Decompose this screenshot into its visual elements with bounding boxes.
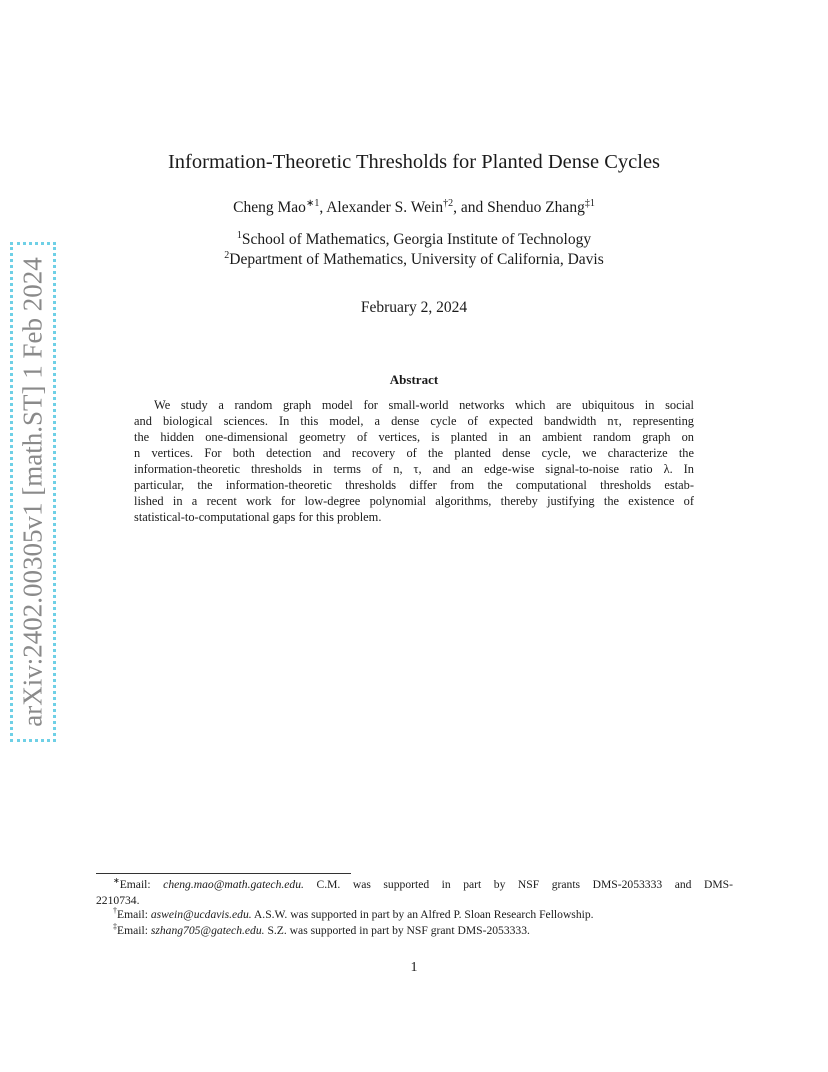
footnote-mark: † [113, 906, 117, 915]
abstract-line: n vertices. For both detection and recovery of the planted dense cycle, we characterize the [134, 446, 694, 460]
author-marks: ‡1 [584, 198, 595, 209]
arxiv-identifier[interactable]: arXiv:2402.00305v1 [math.ST] 1 Feb 2024 [17, 257, 48, 727]
footnote-email-link[interactable]: aswein@ucdavis.edu. [150, 908, 252, 921]
abstract-line: particular, the information-theoretic thresholds differ from the computational thresholds estab- [134, 478, 694, 492]
author-separator: , [319, 199, 327, 216]
footnote [113, 923, 733, 939]
author-name: Cheng Mao [233, 199, 306, 216]
affiliation [0, 231, 828, 249]
author-list [0, 199, 828, 217]
footnote [113, 877, 733, 893]
abstract-line: and biological sciences. In this model, a dense cycle of expected bandwidth nτ, representing [134, 414, 694, 428]
affiliation-text: Department of Mathematics, University of California, Davis [229, 251, 604, 268]
footnote-email-link[interactable]: szhang705@gatech.edu. [150, 924, 265, 937]
affiliation-mark: 1 [236, 230, 242, 241]
footnote-label: Email: [117, 908, 148, 921]
footnote-text: A.S.W. was supported in part by an Alfred P. Sloan Research Fellowship. [253, 908, 594, 921]
abstract-line: We study a random graph model for small-world networks which are ubiquitous in social [154, 398, 694, 412]
author-name: Alexander S. Wein [326, 199, 444, 216]
abstract-line: statistical-to-computational gaps for this problem. [134, 510, 382, 524]
footnote-label: Email: [117, 924, 148, 937]
footnote-text: C.M. was supported in part by NSF grants DMS-2053333 and DMS- [316, 878, 733, 891]
affiliation [0, 251, 828, 269]
author-marks: †2 [443, 198, 454, 209]
affiliation-text: School of Mathematics, Georgia Institute of Technology [241, 231, 592, 248]
paper-title: Information-Theoretic Thresholds for Planted Dense Cycles [167, 151, 661, 173]
footnote-label: Email: [119, 878, 151, 891]
footnote-text: S.Z. was supported in part by NSF grant DMS-2053333. [267, 924, 530, 937]
author-marks: ∗1 [305, 198, 320, 209]
author-separator: , and [453, 199, 488, 216]
footnote-email-link[interactable]: cheng.mao@math.gatech.edu. [163, 878, 304, 891]
abstract-line: the hidden one-dimensional geometry of vertices, is planted in an ambient random graph on [134, 430, 694, 444]
author-name: Shenduo Zhang [487, 199, 585, 216]
page-number: 1 [410, 960, 418, 975]
footnote-mark: ∗ [113, 876, 120, 885]
footnote-rule [96, 873, 351, 874]
footnote-continuation: 2210734. [96, 894, 140, 907]
footnote [113, 907, 733, 923]
publication-date: February 2, 2024 [360, 299, 468, 316]
arxiv-stamp [10, 242, 56, 742]
footnote-mark: ‡ [113, 922, 117, 931]
affiliation-mark: 2 [224, 250, 230, 261]
abstract-heading: Abstract [389, 372, 439, 387]
abstract-line: lished in a recent work for low-degree polynomial algorithms, thereby justifying the existence of [134, 494, 694, 508]
abstract-line: information-theoretic thresholds in terms of n, τ, and an edge-wise signal-to-noise ratio λ. In [134, 462, 694, 476]
